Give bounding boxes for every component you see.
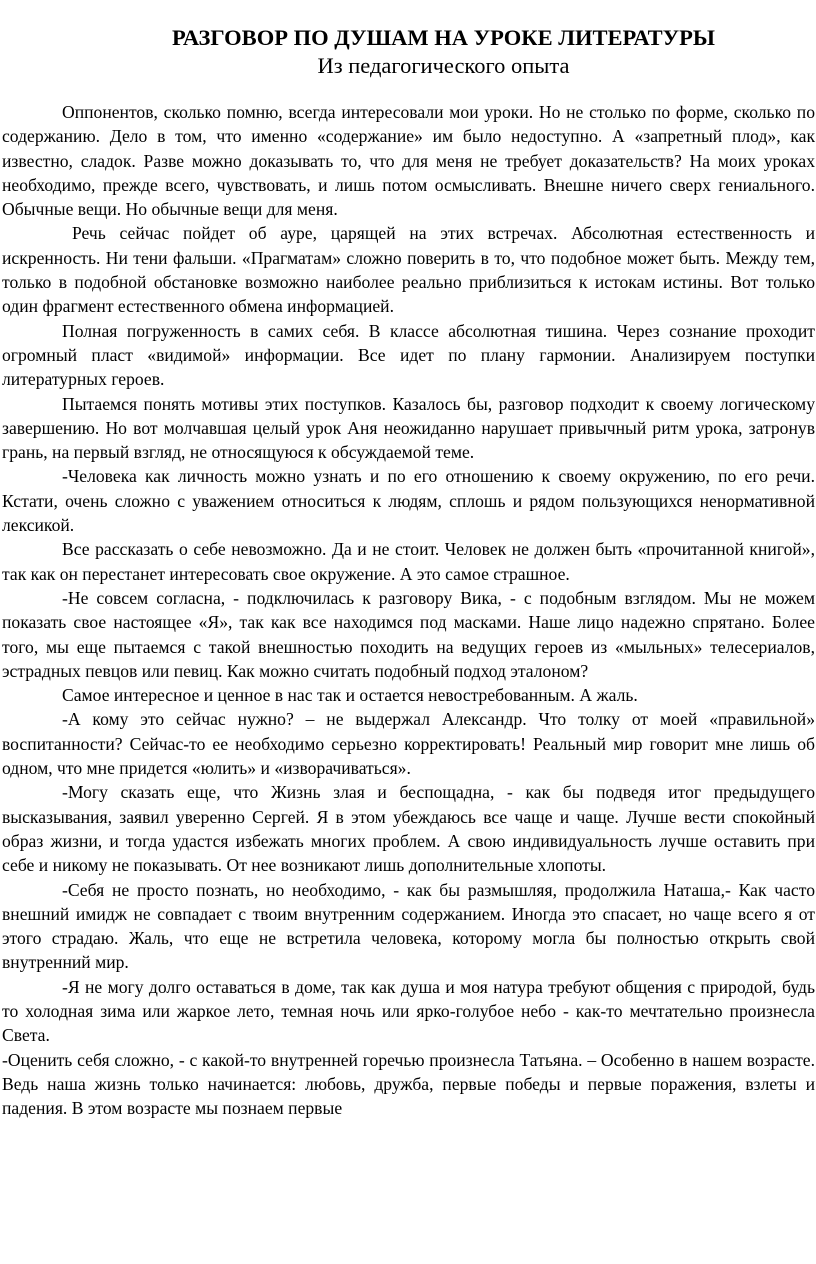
paragraph: Речь сейчас пойдет об ауре, царящей на этих встречах. Абсолютная естественность и искренность. Ни тени фальши. «Прагматам» сложно поверить в то, что подобное может быть. Между тем, только в подобной обстановке возможно наиболее реально приблизиться к истокам истины. Вот только один фрагмент естественного обмена информацией.	[2, 223, 815, 317]
paragraph: -Оценить себя сложно, - с какой-то внутренней горечью произнесла Татьяна. – Особенно в нашем возрасте. Ведь наша жизнь только начинается: любовь, дружба, первые победы и первые поражения, взлеты и падения. В этом возрасте мы познаем первые	[2, 1049, 815, 1119]
paragraph: -Человека как личность можно узнать и по его отношению к своему окружению, по его речи. Кстати, очень сложно с уважением относиться к людям, сплошь и рядом пользующихся ненормативной лексикой.	[2, 466, 815, 536]
paragraph: Пытаемся понять мотивы этих поступков. Казалось бы, разговор подходит к своему логическому завершению. Но вот молчавшая целый урок Аня неожиданно нарушает привычный ритм урока, затронув грань, на первый взгляд, не относящуюся к обсуждаемой теме.	[2, 393, 815, 463]
paragraph: Полная погруженность в самих себя. В классе абсолютная тишина. Через сознание проходит огромный пласт «видимой» информации. Все идет по плану гармонии. Анализируем поступки литературных героев.	[2, 320, 815, 390]
paragraph: Оппонентов, сколько помню, всегда интересовали мои уроки. Но не столько по форме, сколько по содержанию. Дело в том, что именно «содержание» им было недоступно. А «запретный плод», как известно, сладок. Разве можно доказывать то, что для меня не требует доказательств? На моих уроках необходимо, прежде всего, чувствовать, и лишь потом осмысливать. Внешне ничего сверх гениального. Обычные вещи. Но обычные вещи для меня.	[2, 102, 815, 220]
paragraph: -А кому это сейчас нужно? – не выдержал Александр. Что толку от моей «правильной» воспитанности? Сейчас-то ее необходимо серьезно корректировать! Реальный мир говорит мне лишь об одном, что мне придется «юлить» и «изворачиваться».	[2, 709, 815, 779]
paragraph: -Могу сказать еще, что Жизнь злая и беспощадна, - как бы подведя итог предыдущего высказывания, заявил уверенно Сергей. Я в этом убеждаюсь все чаще и чаще. Лучше вести спокойный образ жизни, и тогда удастся избежать многих проблем. А свою индивидуальность лучше оставить при себе и никому не показывать. От нее возникают лишь дополнительные хлопоты.	[2, 782, 815, 876]
paragraph: Все рассказать о себе невозможно. Да и не стоит. Человек не должен быть «прочитанной книгой», так как он перестанет интересовать свое окружение. А это самое страшное.	[2, 539, 815, 584]
paragraph: Самое интересное и ценное в нас так и остается невостребованным. А жаль.	[62, 685, 638, 706]
document-title: РАЗГОВОР ПО ДУШАМ НА УРОКЕ ЛИТЕРАТУРЫ	[172, 25, 715, 50]
paragraph: -Я не могу долго оставаться в доме, так как душа и моя натура требуют общения с природой, будь то холодная зима или жаркое лето, темная ночь или ярко-голубое небо - как-то мечтательно произнесла Света.	[2, 976, 815, 1046]
document-subtitle: Из педагогического опыта	[317, 53, 570, 78]
paragraph: -Себя не просто познать, но необходимо, - как бы размышляя, продолжила Наташа,- Как часто внешний имидж не совпадает с твоим внутренним содержанием. Иногда это спасает, но чаще всего я от этого страдаю. Жаль, что еще не встретила человека, которому могла бы полностью открыть свой внутренний мир.	[2, 879, 815, 973]
paragraph: -Не совсем согласна, - подключилась к разговору Вика, - с подобным взглядом. Мы не можем показать свое настоящее «Я», так как все находимся под масками. Наше лицо надежно спрятано. Более того, мы еще пытаемся с такой внешностью походить на ведущих героев из «мыльных» телесериалов, эстрадных певцов или певиц. Как можно считать подобный подход эталоном?	[2, 587, 815, 681]
